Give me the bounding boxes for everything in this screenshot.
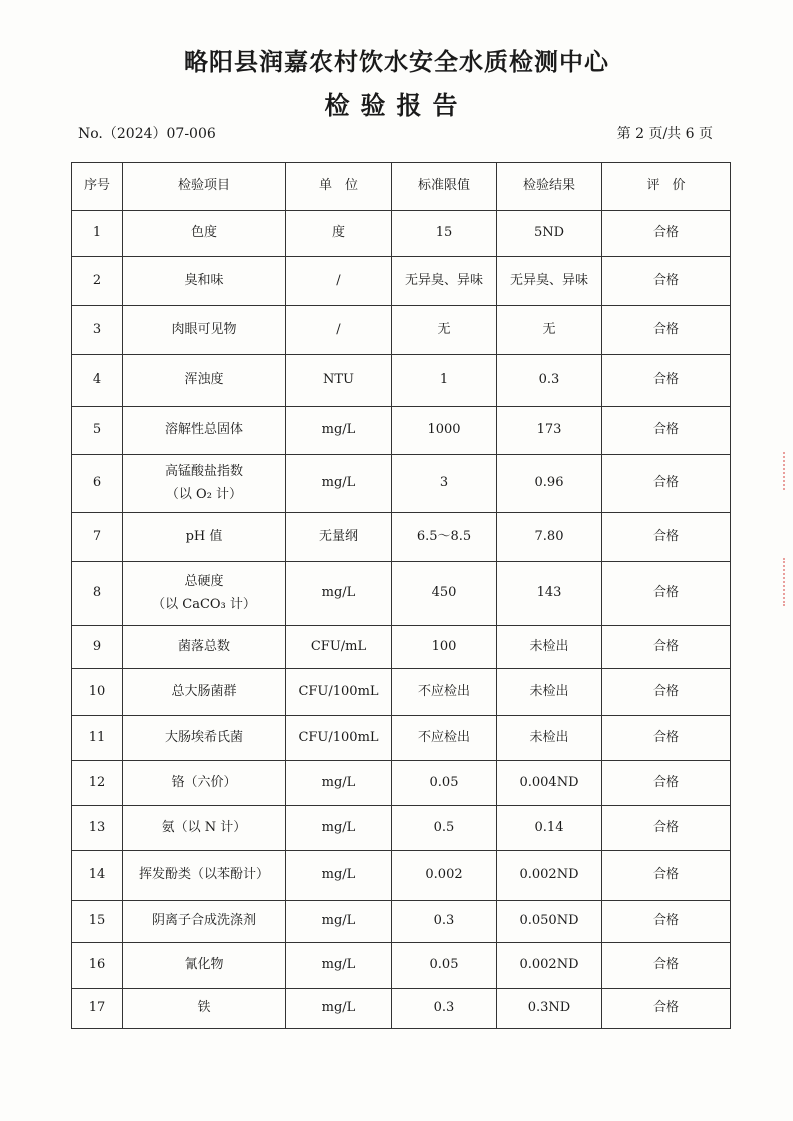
- row-eval: 合格: [602, 989, 731, 1029]
- report-number: No.（2024）07-006: [78, 126, 216, 142]
- row-result: 143: [497, 562, 602, 626]
- col-header-eval: 评 价: [602, 163, 731, 211]
- row-item: 臭和味: [123, 257, 286, 306]
- row-eval: 合格: [602, 761, 731, 806]
- row-limit: 1000: [392, 407, 497, 455]
- table-row: [72, 355, 731, 407]
- row-limit: 不应检出: [392, 716, 497, 761]
- row-result: 0.002ND: [497, 943, 602, 989]
- row-result: 未检出: [497, 626, 602, 669]
- row-unit: mg/L: [286, 851, 392, 901]
- row-unit: NTU: [286, 355, 392, 407]
- row-item: 色度: [123, 211, 286, 257]
- table-row: [72, 851, 731, 901]
- row-no: 14: [72, 851, 123, 901]
- row-no: 10: [72, 669, 123, 716]
- table-row: [72, 513, 731, 562]
- row-no: 16: [72, 943, 123, 989]
- row-eval: 合格: [602, 626, 731, 669]
- row-result: 0.14: [497, 806, 602, 851]
- row-result: 未检出: [497, 669, 602, 716]
- row-item: 氰化物: [123, 943, 286, 989]
- row-eval: 合格: [602, 257, 731, 306]
- item-name: 高锰酸盐指数: [164, 464, 243, 480]
- row-eval: 合格: [602, 562, 731, 626]
- row-limit: 15: [392, 211, 497, 257]
- row-no: 17: [72, 989, 123, 1029]
- row-unit: mg/L: [286, 989, 392, 1029]
- row-eval: 合格: [602, 943, 731, 989]
- row-no: 11: [72, 716, 123, 761]
- row-limit: 100: [392, 626, 497, 669]
- row-unit: mg/L: [286, 943, 392, 989]
- col-header-result: 检验结果: [497, 163, 602, 211]
- row-no: 8: [72, 562, 123, 626]
- row-unit: mg/L: [286, 562, 392, 626]
- row-eval: 合格: [602, 407, 731, 455]
- row-result: 无异臭、异味: [497, 257, 602, 306]
- col-header-no: 序号: [72, 163, 123, 211]
- row-result: 0.050ND: [497, 901, 602, 943]
- row-no: 5: [72, 407, 123, 455]
- row-eval: 合格: [602, 211, 731, 257]
- row-no: 15: [72, 901, 123, 943]
- table-row: [72, 306, 731, 355]
- row-item: pH 值: [123, 513, 286, 562]
- col-header-item: 检验项目: [123, 163, 286, 211]
- row-no: 12: [72, 761, 123, 806]
- table-row: [72, 901, 731, 943]
- seal-edge-mark: [783, 452, 789, 490]
- row-result: 0.3ND: [497, 989, 602, 1029]
- row-limit: 无异臭、异味: [392, 257, 497, 306]
- row-result: 0.3: [497, 355, 602, 407]
- row-no: 13: [72, 806, 123, 851]
- table-row: [72, 626, 731, 669]
- row-item: 阴离子合成洗涤剂: [123, 901, 286, 943]
- row-unit: mg/L: [286, 455, 392, 513]
- row-result: 未检出: [497, 716, 602, 761]
- row-limit: 6.5～8.5: [392, 513, 497, 562]
- row-unit: CFU/mL: [286, 626, 392, 669]
- row-eval: 合格: [602, 306, 731, 355]
- row-no: 9: [72, 626, 123, 669]
- row-item: 浑浊度: [123, 355, 286, 407]
- row-unit: /: [286, 257, 392, 306]
- table-row: [72, 562, 731, 626]
- row-limit: 无: [392, 306, 497, 355]
- item-qualifier: （以 CaCO₃ 计）: [152, 596, 256, 612]
- row-limit: 1: [392, 355, 497, 407]
- row-limit: 0.3: [392, 989, 497, 1029]
- row-eval: 合格: [602, 716, 731, 761]
- row-eval: 合格: [602, 901, 731, 943]
- table-row: [72, 211, 731, 257]
- col-header-unit: 单 位: [286, 163, 392, 211]
- item-qualifier: （以 O₂ 计）: [165, 486, 243, 502]
- row-result: 173: [497, 407, 602, 455]
- row-result: 0.002ND: [497, 851, 602, 901]
- row-unit: mg/L: [286, 407, 392, 455]
- row-unit: 度: [286, 211, 392, 257]
- row-result: 7.80: [497, 513, 602, 562]
- row-unit: mg/L: [286, 901, 392, 943]
- row-no: 4: [72, 355, 123, 407]
- table-row: [72, 943, 731, 989]
- row-item: 肉眼可见物: [123, 306, 286, 355]
- row-limit: 0.5: [392, 806, 497, 851]
- row-item: 大肠埃希氏菌: [123, 716, 286, 761]
- row-item: 菌落总数: [123, 626, 286, 669]
- row-limit: 450: [392, 562, 497, 626]
- row-limit: 0.05: [392, 761, 497, 806]
- row-item: 溶解性总固体: [123, 407, 286, 455]
- row-item: 铬（六价）: [123, 761, 286, 806]
- row-eval: 合格: [602, 669, 731, 716]
- row-limit: 不应检出: [392, 669, 497, 716]
- table-row: [72, 806, 731, 851]
- row-item: 铁: [123, 989, 286, 1029]
- row-unit: mg/L: [286, 761, 392, 806]
- page-indicator: 第 2 页/共 6 页: [616, 126, 713, 142]
- table-row: [72, 455, 731, 513]
- row-eval: 合格: [602, 851, 731, 901]
- row-unit: mg/L: [286, 806, 392, 851]
- row-result: 0.96: [497, 455, 602, 513]
- row-unit: CFU/100mL: [286, 669, 392, 716]
- col-header-limit: 标准限值: [392, 163, 497, 211]
- doc-title: 检验报告: [324, 91, 469, 120]
- row-no: 7: [72, 513, 123, 562]
- row-eval: 合格: [602, 806, 731, 851]
- row-no: 3: [72, 306, 123, 355]
- item-name: 总硬度: [184, 574, 224, 590]
- row-result: 无: [497, 306, 602, 355]
- inspection-table: [71, 162, 731, 1029]
- row-item: [123, 562, 286, 626]
- row-no: 2: [72, 257, 123, 306]
- row-item: 挥发酚类（以苯酚计）: [123, 851, 286, 901]
- row-limit: 0.05: [392, 943, 497, 989]
- table-row: [72, 257, 731, 306]
- table-header-row: [72, 163, 731, 211]
- table-row: [72, 669, 731, 716]
- row-item: 总大肠菌群: [123, 669, 286, 716]
- row-unit: 无量纲: [286, 513, 392, 562]
- row-unit: /: [286, 306, 392, 355]
- table-row: [72, 407, 731, 455]
- row-limit: 0.002: [392, 851, 497, 901]
- row-result: 0.004ND: [497, 761, 602, 806]
- row-result: 5ND: [497, 211, 602, 257]
- row-eval: 合格: [602, 455, 731, 513]
- row-no: 6: [72, 455, 123, 513]
- row-item: [123, 455, 286, 513]
- seal-edge-mark: [783, 558, 789, 606]
- row-limit: 0.3: [392, 901, 497, 943]
- row-limit: 3: [392, 455, 497, 513]
- table-row: [72, 716, 731, 761]
- table-row: [72, 989, 731, 1029]
- row-eval: 合格: [602, 513, 731, 562]
- table-row: [72, 761, 731, 806]
- row-no: 1: [72, 211, 123, 257]
- row-unit: CFU/100mL: [286, 716, 392, 761]
- row-item: 氨（以 N 计）: [123, 806, 286, 851]
- row-eval: 合格: [602, 355, 731, 407]
- org-title: 略阳县润嘉农村饮水安全水质检测中心: [184, 48, 609, 76]
